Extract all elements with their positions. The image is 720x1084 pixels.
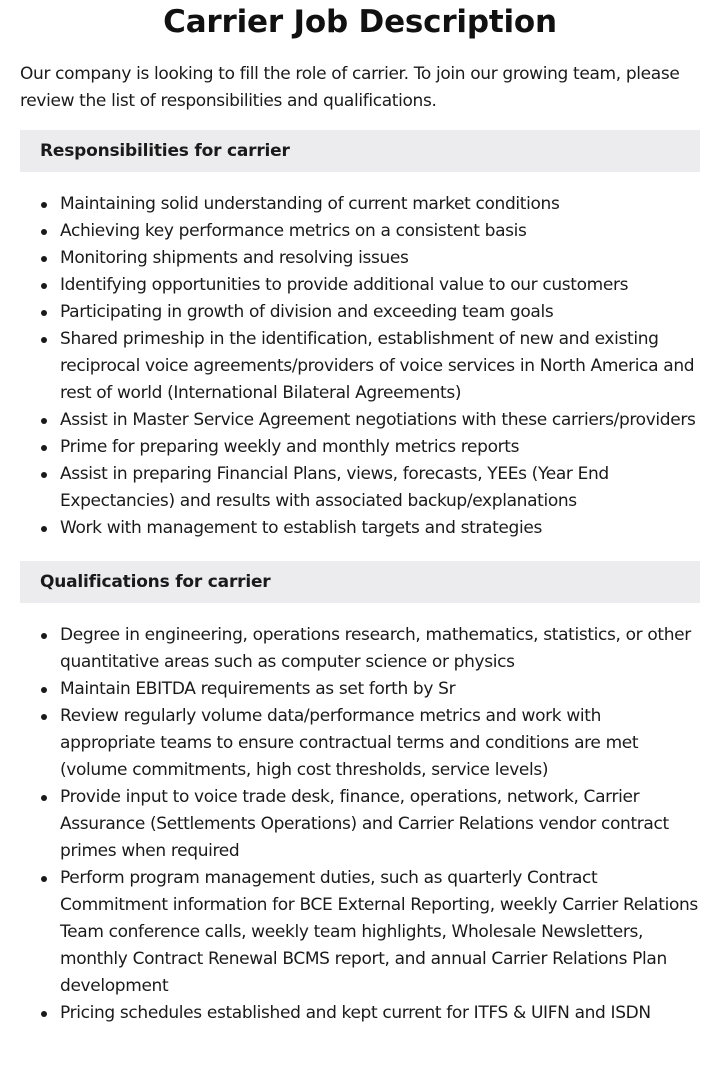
list-item: Degree in engineering, operations research, mathematics, statistics, or other quantitative areas such as computer science or physics — [60, 622, 700, 676]
list-item: Identifying opportunities to provide additional value to our customers — [60, 272, 700, 299]
list-item: Pricing schedules established and kept current for ITFS & UIFN and ISDN — [60, 1000, 700, 1027]
qualifications-header: Qualifications for carrier — [20, 561, 700, 603]
page-title: Carrier Job Description — [163, 4, 557, 40]
list-item: Monitoring shipments and resolving issues — [60, 245, 700, 272]
list-item: Maintain EBITDA requirements as set forth by Sr — [60, 676, 700, 703]
list-item: Assist in preparing Financial Plans, views, forecasts, YEEs (Year End Expectancies) and results with associated backup/explanations — [60, 461, 700, 515]
list-item: Achieving key performance metrics on a consistent basis — [60, 218, 700, 245]
list-item: Prime for preparing weekly and monthly metrics reports — [60, 434, 700, 461]
list-item: Participating in growth of division and exceeding team goals — [60, 299, 700, 326]
qualifications-list — [20, 622, 700, 1027]
list-item: Work with management to establish targets and strategies — [60, 515, 700, 542]
list-item: Perform program management duties, such as quarterly Contract Commitment information for BCE External Reporting, weekly Carrier Relations Team conference calls, weekly team highlights, Wholesale Newsletters, monthly Contract Renewal BCMS report, and annual Carrier Relations Plan development — [60, 865, 700, 1000]
responsibilities-header: Responsibilities for carrier — [20, 130, 700, 172]
list-item: Assist in Master Service Agreement negotiations with these carriers/providers — [60, 407, 700, 434]
intro-paragraph: Our company is looking to fill the role of carrier. To join our growing team, please review the list of responsibilities and qualifications. — [20, 64, 680, 111]
responsibilities-list — [20, 191, 700, 542]
list-item: Maintaining solid understanding of current market conditions — [60, 191, 700, 218]
list-item: Shared primeship in the identification, establishment of new and existing reciprocal voice agreements/providers of voice services in North America and rest of world (International Bilateral Agreements) — [60, 326, 700, 407]
list-item: Review regularly volume data/performance metrics and work with appropriate teams to ensure contractual terms and conditions are met (volume commitments, high cost thresholds, service levels) — [60, 703, 700, 784]
list-item: Provide input to voice trade desk, finance, operations, network, Carrier Assurance (Settlements Operations) and Carrier Relations vendor contract primes when required — [60, 784, 700, 865]
